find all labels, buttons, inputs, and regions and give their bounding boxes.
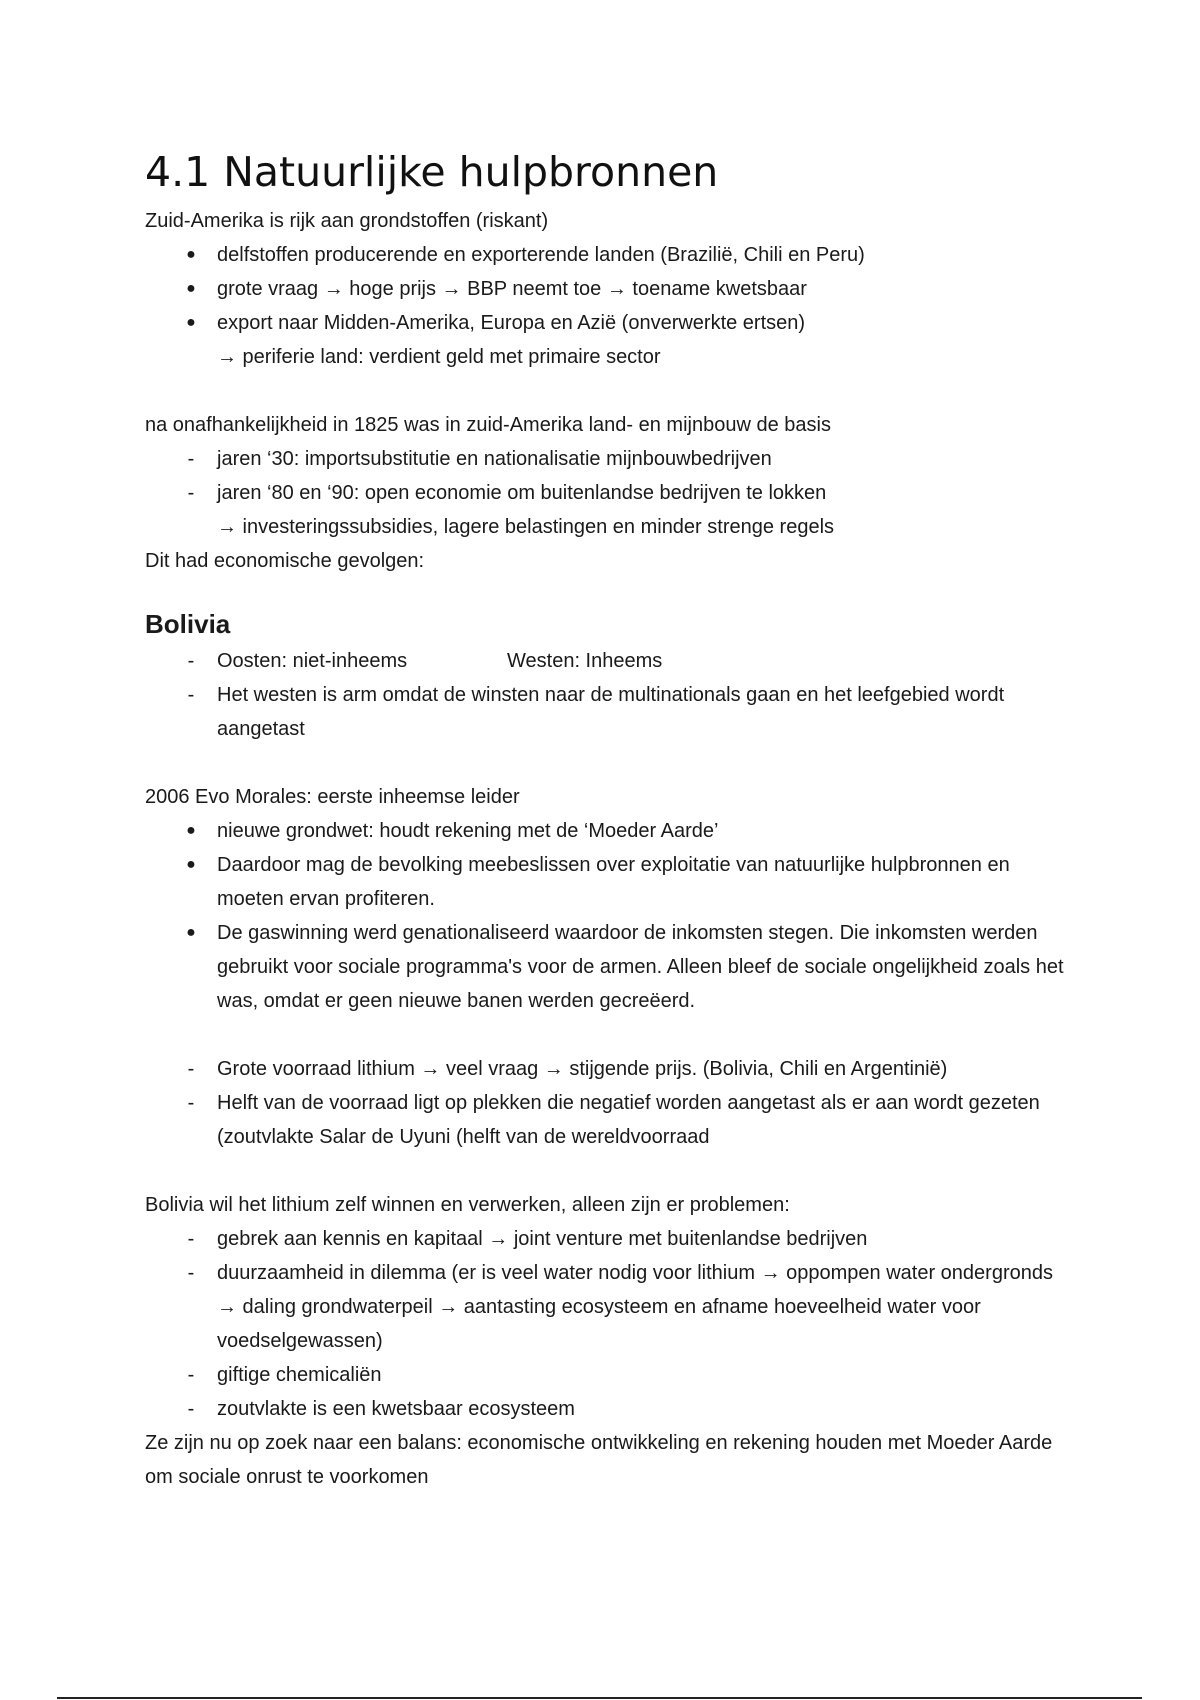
morales-bullet-list [145, 814, 1065, 1018]
list-item-text: De gaswinning werd genationaliseerd waardoor de inkomsten stegen. Die inkomsten werden gebruikt voor sociale programma's voor de armen. Alleen bleef de sociale ongelijkheid zoals het was, omdat er geen nieuwe banen werden gecreëerd. [217, 922, 1064, 1012]
problems-dash-list [145, 1222, 1065, 1426]
list-item-text: zoutvlakte is een kwetsbaar ecosysteem [217, 1398, 575, 1420]
list-item [145, 272, 1065, 306]
page-title: 4.1 Natuurlijke hulpbronnen [145, 148, 719, 196]
intro-bullet-list [145, 238, 1065, 374]
list-item-text: delfstoffen producerende en exporterende landen (Brazilië, Chili en Peru) [217, 244, 865, 266]
dash-icon: - [187, 1364, 195, 1386]
east-label: Oosten: niet-inheems [217, 650, 408, 672]
west-label: Westen: Inheems [507, 650, 663, 672]
list-item-text: Het westen is arm omdat de winsten naar de multinationals gaan en het leefgebied wordt aangetast [217, 684, 1005, 740]
spacer [145, 1154, 1065, 1188]
dash-icon: - [187, 482, 195, 504]
list-item [145, 1052, 1065, 1086]
list-item-continuation: → investeringssubsidies, lagere belastingen en minder strenge regels [217, 516, 835, 538]
list-item [145, 1358, 1065, 1392]
bullet-icon: ● [186, 280, 196, 297]
list-item-text: giftige chemicaliën [217, 1364, 382, 1386]
list-item [145, 1222, 1065, 1256]
dash-icon: - [187, 1398, 195, 1420]
list-item [145, 644, 1065, 678]
dash-icon: - [187, 448, 195, 470]
dash-icon: - [187, 650, 195, 672]
bullet-icon: ● [186, 314, 196, 331]
list-item-text: Helft van de voorraad ligt op plekken die negatief worden aangetast als er aan wordt gezeten (zoutvlakte Salar de Uyuni (helft van de wereldvoorraad [217, 1092, 1040, 1148]
list-item [145, 306, 1065, 374]
history-line: na onafhankelijkheid in 1825 was in zuid-Amerika land- en mijnbouw de basis [145, 414, 831, 436]
spacer [145, 374, 1065, 408]
list-item-text: duurzaamheid in dilemma (er is veel water nodig voor lithium → oppompen water ondergronds → daling grondwaterpeil → aantasting ecosysteem en afname hoeveelheid water voor voedselgewassen) [217, 1262, 1053, 1352]
bullet-icon: ● [186, 822, 196, 839]
list-item-text: jaren ‘80 en ‘90: open economie om buitenlandse bedrijven te lokken [217, 482, 827, 504]
dash-icon: - [187, 1092, 195, 1114]
morales-line: 2006 Evo Morales: eerste inheemse leider [145, 786, 520, 808]
list-item-text: Grote voorraad lithium → veel vraag → stijgende prijs. (Bolivia, Chili en Argentinië) [217, 1058, 948, 1080]
list-item [145, 1392, 1065, 1426]
spacer [145, 746, 1065, 780]
list-item-text: gebrek aan kennis en kapitaal → joint venture met buitenlandse bedrijven [217, 1228, 868, 1250]
problems-line: Bolivia wil het lithium zelf winnen en verwerken, alleen zijn er problemen: [145, 1194, 790, 1216]
spacer [145, 578, 1065, 604]
bullet-icon: ● [186, 246, 196, 263]
bullet-icon: ● [186, 924, 196, 941]
list-item [145, 1086, 1065, 1154]
list-item-text: export naar Midden-Amerika, Europa en Azië (onverwerkte ertsen) [217, 312, 806, 334]
history-dash-list [145, 442, 1065, 544]
list-item [145, 1256, 1065, 1358]
problems-conclusion: Ze zijn nu op zoek naar een balans: economische ontwikkeling en rekening houden met Moeder Aarde om sociale onrust te voorkomen [145, 1432, 1053, 1488]
list-item [145, 916, 1065, 1018]
list-item [145, 238, 1065, 272]
list-item [145, 848, 1065, 916]
lithium-dash-list [145, 1052, 1065, 1154]
list-item-text: Daardoor mag de bevolking meebeslissen over exploitatie van natuurlijke hulpbronnen en moeten ervan profiteren. [217, 854, 1010, 910]
document-page [145, 148, 1065, 1494]
bullet-icon: ● [186, 856, 196, 873]
list-item [145, 442, 1065, 476]
bolivia-dash-list [145, 644, 1065, 746]
spacer [145, 1018, 1065, 1052]
footer-divider [57, 1697, 1142, 1699]
list-item-text: nieuwe grondwet: houdt rekening met de ‘Moeder Aarde’ [217, 820, 719, 842]
section-heading-bolivia: Bolivia [145, 609, 231, 639]
list-item [145, 678, 1065, 746]
list-item-text: grote vraag → hoge prijs → BBP neemt toe → toename kwetsbaar [217, 278, 807, 300]
list-item [145, 814, 1065, 848]
list-item-text: jaren ‘30: importsubstitutie en nationalisatie mijnbouwbedrijven [217, 448, 772, 470]
intro-line: Zuid-Amerika is rijk aan grondstoffen (riskant) [145, 210, 549, 232]
history-conclusion: Dit had economische gevolgen: [145, 550, 425, 572]
dash-icon: - [187, 1262, 195, 1284]
dash-icon: - [187, 1228, 195, 1250]
dash-icon: - [187, 1058, 195, 1080]
dash-icon: - [187, 684, 195, 706]
list-item-continuation: → periferie land: verdient geld met primaire sector [217, 346, 661, 368]
list-item [145, 476, 1065, 544]
